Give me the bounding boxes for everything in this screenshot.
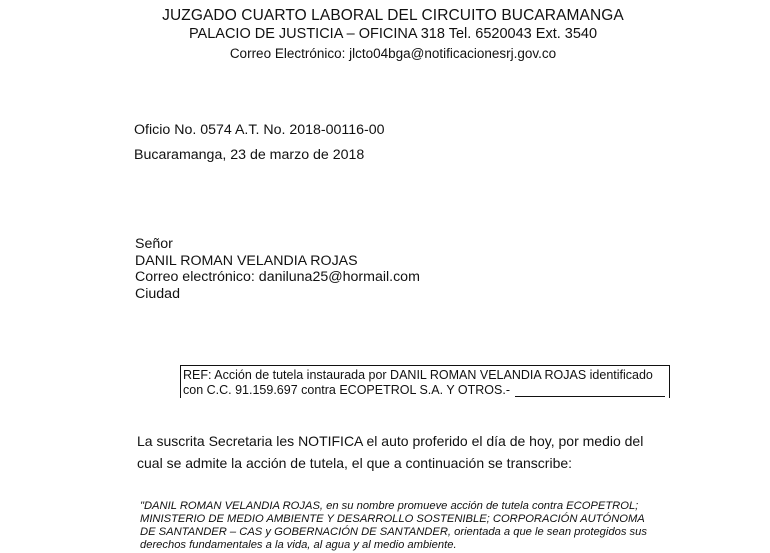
order-line-1: "DANIL ROMAN VELANDIA ROJAS, en su nombre promueve acción de tutela contra ECOPETROL; — [140, 500, 639, 512]
reference-line-2: con C.C. 91.159.697 contra ECOPETROL S.A. Y OTROS.- — [183, 383, 510, 397]
reference-line-1: REF: Acción de tutela instaurada por DANIL ROMAN VELANDIA ROJAS identificado — [183, 368, 653, 382]
addressee-name: DANIL ROMAN VELANDIA ROJAS — [135, 252, 358, 269]
reference-underline — [515, 396, 665, 397]
notification-line-2: cual se admite la acción de tutela, el que a continuación se transcribe: — [137, 455, 573, 471]
reference-box — [180, 365, 670, 398]
addressee-email: Correo electrónico: daniluna25@hormail.com — [135, 269, 420, 285]
addressee-city: Ciudad — [135, 285, 180, 302]
court-address: PALACIO DE JUSTICIA – OFICINA 318 Tel. 6520043 Ext. 3540 — [188, 26, 598, 42]
notification-line-1: La suscrita Secretaria les NOTIFICA el auto proferido el día de hoy, por medio del — [137, 433, 644, 449]
order-line-2: MINISTERIO DE MEDIO AMBIENTE Y DESARROLLO SOSTENIBLE; CORPORACIÓN AUTÓNOMA — [140, 513, 645, 525]
addressee-salutation: Señor — [135, 236, 173, 252]
oficio-number: Oficio No. 0574 A.T. No. 2018-00116-00 — [134, 122, 385, 138]
order-line-3: DE SANTANDER – CAS y GOBERNACIÓN DE SANTANDER, orientada a que le sean protegidos sus — [140, 526, 647, 538]
court-email: Correo Electrónico: jlcto04bga@notificacionesrj.gov.co — [229, 46, 557, 61]
notification-paragraph — [137, 430, 657, 474]
court-name: JUZGADO CUARTO LABORAL DEL CIRCUITO BUCARAMANGA — [162, 7, 624, 24]
transcribed-order — [140, 500, 670, 552]
letter-date: Bucaramanga, 23 de marzo de 2018 — [134, 147, 365, 163]
letterhead — [0, 6, 770, 63]
order-line-4: derechos fundamentales a la vida, al agua y al medio ambiente. — [140, 539, 457, 551]
addressee-block — [135, 236, 420, 302]
